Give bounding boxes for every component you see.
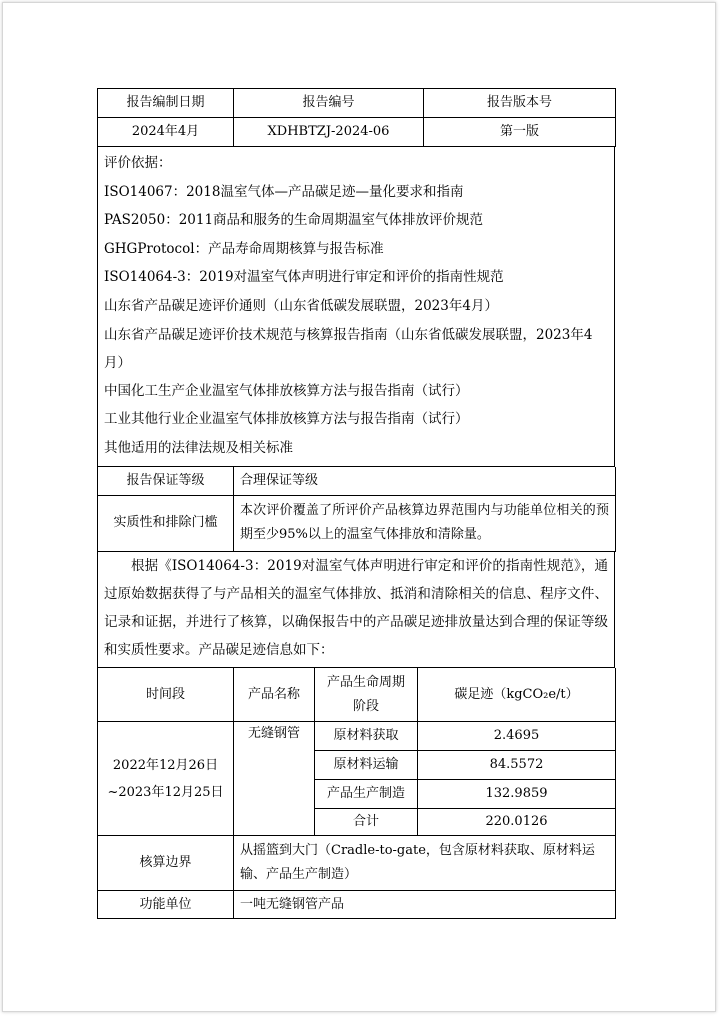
report-version-header: 报告版本号 bbox=[424, 89, 616, 118]
period-end: ~2023年12月25日 bbox=[107, 784, 224, 800]
basis-item: GHGProtocol：产品寿命周期核算与报告标准 bbox=[104, 240, 384, 257]
report-date-value: 2024年4月 bbox=[98, 118, 234, 147]
report-info-table bbox=[97, 88, 616, 147]
functional-unit-label: 功能单位 bbox=[98, 891, 234, 919]
assurance-table bbox=[97, 467, 616, 552]
basis-item: ISO14064-3：2019对温室气体声明进行审定和评价的指南性规范 bbox=[104, 269, 504, 286]
assurance-level-label: 报告保证等级 bbox=[98, 467, 234, 495]
total-value-cell: 220.0126 bbox=[418, 809, 616, 836]
period-start: 2022年12月26日 bbox=[112, 757, 219, 773]
materiality-label: 实质性和排除门槛 bbox=[98, 495, 234, 551]
basis-item: 山东省产品碳足迹评价通则（山东省低碳发展联盟，2023年4月） bbox=[104, 297, 498, 314]
total-label-cell: 合计 bbox=[315, 809, 418, 836]
basis-item: ISO14067：2018温室气体—产品碳足迹—量化要求和指南 bbox=[104, 183, 464, 200]
carbon-footprint-header: 碳足迹（kgCO₂e/t） bbox=[418, 668, 616, 722]
basis-item: 山东省产品碳足迹评价技术规范与核算报告指南（山东省低碳发展联盟，2023年4月） bbox=[104, 326, 593, 371]
materiality-value: 本次评价覆盖了所评价产品核算边界范围内与功能单位相关的预期至少95%以上的温室气体排放和清除量。 bbox=[234, 495, 616, 551]
basis-item: 中国化工生产企业温室气体排放核算方法与报告指南（试行） bbox=[104, 382, 469, 399]
report-date-header: 报告编制日期 bbox=[98, 89, 234, 118]
period-cell bbox=[98, 722, 234, 836]
evaluation-basis-block bbox=[97, 147, 615, 467]
product-name-header: 产品名称 bbox=[234, 668, 315, 722]
footprint-value-cell: 2.4695 bbox=[418, 722, 616, 751]
basis-item: 工业其他行业企业温室气体排放核算方法与报告指南（试行） bbox=[104, 411, 469, 428]
lifecycle-stage-header: 产品生命周期阶段 bbox=[315, 668, 418, 722]
stage-cell: 原材料获取 bbox=[315, 722, 418, 751]
boundary-value: 从摇篮到大门（Cradle-to-gate，包含原材料获取、原材料运输、产品生产制造） bbox=[234, 836, 616, 891]
footprint-value-cell: 132.9859 bbox=[418, 780, 616, 809]
period-header: 时间段 bbox=[98, 668, 234, 722]
evaluation-basis-title: 评价依据： bbox=[104, 155, 172, 171]
stage-cell: 产品生产制造 bbox=[315, 780, 418, 809]
report-document bbox=[97, 88, 615, 919]
stage-cell: 原材料运输 bbox=[315, 751, 418, 780]
statement-block bbox=[97, 552, 615, 668]
report-number-value: XDHBTZJ-2024-06 bbox=[234, 118, 424, 147]
basis-item: 其他适用的法律法规及相关标准 bbox=[104, 439, 293, 456]
report-version-value: 第一版 bbox=[424, 118, 616, 147]
assurance-level-value: 合理保证等级 bbox=[234, 467, 616, 495]
statement-paragraph: 根据《ISO14064-3：2019对温室气体声明进行审定和评价的指南性规范》，通过原始数据获得了与产品相关的温室气体排放、抵消和清除相关的信息、程序文件、记录和证据，并进行了核算，以确保报告中的产品碳足迹排放量达到合理的保证等级和实质性要求。产品碳足迹信息如下： bbox=[104, 557, 608, 658]
footprint-value-cell: 84.5572 bbox=[418, 751, 616, 780]
basis-item: PAS2050：2011商品和服务的生命周期温室气体排放评价规范 bbox=[104, 212, 484, 229]
functional-unit-value: 一吨无缝钢管产品 bbox=[234, 891, 616, 919]
boundary-label: 核算边界 bbox=[98, 836, 234, 891]
report-number-header: 报告编号 bbox=[234, 89, 424, 118]
product-name-cell: 无缝钢管 bbox=[234, 722, 315, 836]
carbon-footprint-table bbox=[97, 668, 616, 920]
